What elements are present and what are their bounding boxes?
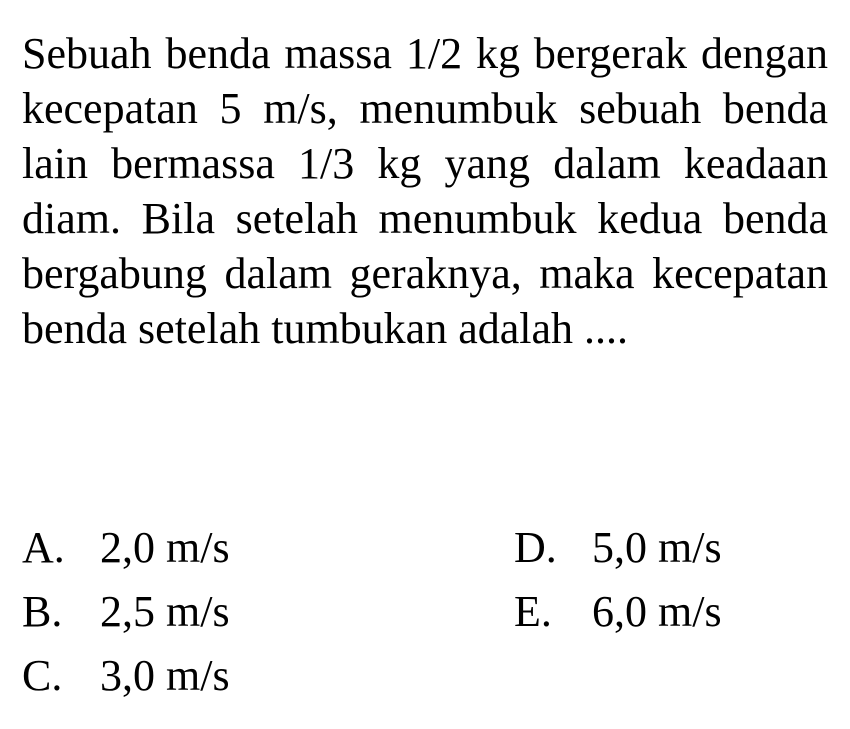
option-b [22,584,230,639]
answer-options [22,520,828,720]
option-e-letter: E. [514,587,552,636]
option-c-letter: C. [22,651,63,700]
option-c-value: 3,0 m/s [100,651,230,700]
option-d-value: 5,0 m/s [592,523,722,572]
option-c [22,648,230,703]
option-a-value: 2,0 m/s [100,523,230,572]
option-a [22,520,230,575]
option-a-letter: A. [22,523,65,572]
option-d-letter: D. [514,523,557,572]
question-text: Sebuah benda massa 1/2 kg bergerak dengan kecepatan 5 m/s, menumbuk sebuah benda lain bermassa 1/3 kg yang dalam keadaan diam. Bila setelah menumbuk kedua benda bergabung dalam geraknya, maka kecepatan benda setelah tumbukan adalah .... [22,29,828,353]
option-b-letter: B. [22,587,63,636]
option-e-value: 6,0 m/s [592,587,722,636]
option-b-value: 2,5 m/s [100,587,230,636]
option-e [514,584,722,639]
option-d [514,520,722,575]
